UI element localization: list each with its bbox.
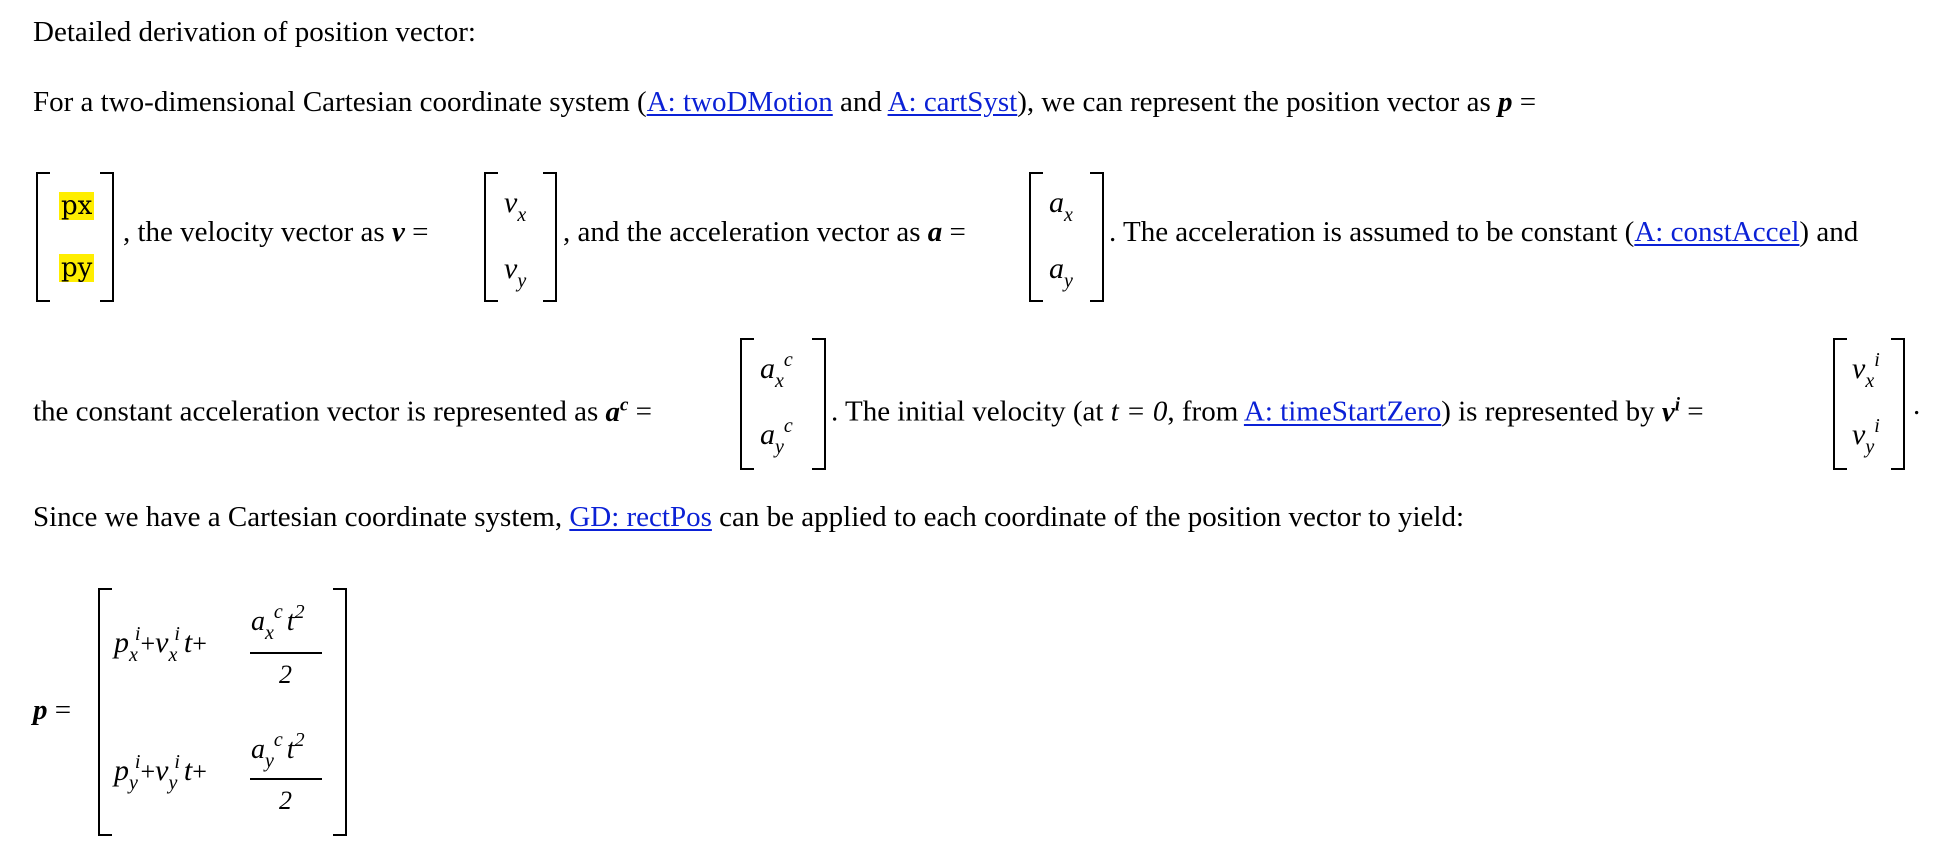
equals: = (628, 395, 653, 428)
text: ) is represented by (1441, 395, 1662, 428)
text: Since we have a Cartesian coordinate system, (33, 501, 570, 533)
text: can be applied to each coordinate of the position vector to yield: (711, 501, 1465, 533)
equals: = (404, 216, 429, 248)
ref-twoDMotion-link[interactable]: A: twoDMotion (646, 86, 833, 118)
bracket-left (1029, 172, 1043, 302)
ref-constAccel-link[interactable]: A: constAccel (1634, 216, 1800, 248)
text: For a two-dimensional Cartesian coordinate system ( (33, 86, 647, 118)
matrix-a-c-row1: $a_x^c$ (760, 349, 793, 392)
paragraph-rectpos (33, 497, 1464, 537)
text: ), we can represent the position vector as (1017, 86, 1498, 118)
paragraph-initial-velocity (831, 385, 1704, 432)
bracket-left (36, 172, 50, 302)
matrix-a-c-row2: $a_y^c$ (760, 415, 793, 458)
matrix-v-row2: $v_y$ (504, 252, 527, 292)
symbol-a: a (927, 216, 943, 248)
ref-rectPos-link[interactable]: GD: rectPos (569, 501, 712, 533)
period: . (1913, 389, 1921, 421)
paragraph-accel-text (563, 212, 966, 252)
text: . The initial velocity (at (831, 395, 1111, 428)
paragraph-constant-accel (33, 385, 652, 432)
symbol-a-c: $a^c$ (605, 394, 629, 428)
ref-cartSyst-link[interactable]: A: cartSyst (887, 86, 1018, 118)
matrix-v-i-row1: $v_x^i$ (1852, 349, 1880, 392)
var-t: t (1110, 395, 1119, 428)
final-row-x-terms: $p_x^i+v_x^i$ t+ (114, 623, 207, 666)
symbol-v-i: $v^i$ (1661, 394, 1681, 428)
paragraph-intro (33, 82, 1536, 122)
bracket-left (484, 172, 498, 302)
paragraph-velocity-text (123, 212, 428, 252)
text: . The acceleration is assumed to be constant ( (1109, 216, 1635, 248)
bracket-right (333, 588, 347, 836)
bracket-right (812, 338, 826, 470)
bracket-left (98, 588, 112, 836)
text: , and the acceleration vector as (563, 216, 928, 248)
final-row-x-numerator: $a_x^c$ $t^2$ (251, 601, 305, 644)
final-row-y-numerator: $a_y^c$ $t^2$ (251, 729, 305, 772)
bracket-right (100, 172, 114, 302)
equals: = (942, 216, 966, 248)
equals: = (1680, 395, 1704, 428)
final-row-y-denominator: 2 (279, 786, 292, 815)
bracket-right (1891, 338, 1905, 470)
matrix-a-row2: $a_y$ (1049, 252, 1073, 292)
matrix-p-row1: px (61, 191, 93, 221)
text: ) and (1799, 216, 1859, 248)
matrix-v-row1: $v_x$ (504, 186, 527, 226)
text: , from (1167, 395, 1244, 428)
fraction-bar (250, 652, 322, 654)
symbol-p: p (1498, 86, 1513, 118)
bracket-left (740, 338, 754, 470)
final-row-x-denominator: 2 (279, 660, 292, 689)
equals: = (1512, 86, 1537, 118)
bracket-right (1090, 172, 1104, 302)
final-lhs: p = (33, 694, 72, 726)
matrix-a-row1: $a_x$ (1049, 186, 1073, 226)
ref-timeStartZero-link[interactable]: A: timeStartZero (1243, 395, 1442, 428)
bracket-right (543, 172, 557, 302)
matrix-p-row2: py (61, 253, 93, 283)
fraction-bar (250, 778, 322, 780)
matrix-v-i-row2: $v_y^i$ (1852, 415, 1880, 458)
text: and (832, 86, 888, 118)
symbol-v: v (391, 216, 405, 248)
heading: Detailed derivation of position vector: (33, 16, 476, 48)
final-row-y-terms: $p_y^i+v_y^i$ t+ (114, 751, 207, 794)
paragraph-constant-text (1109, 212, 1858, 252)
bracket-left (1833, 338, 1847, 470)
text: , the velocity vector as (123, 216, 392, 248)
t-equals-zero: = 0 (1118, 395, 1168, 428)
text: the constant acceleration vector is represented as (33, 395, 606, 428)
